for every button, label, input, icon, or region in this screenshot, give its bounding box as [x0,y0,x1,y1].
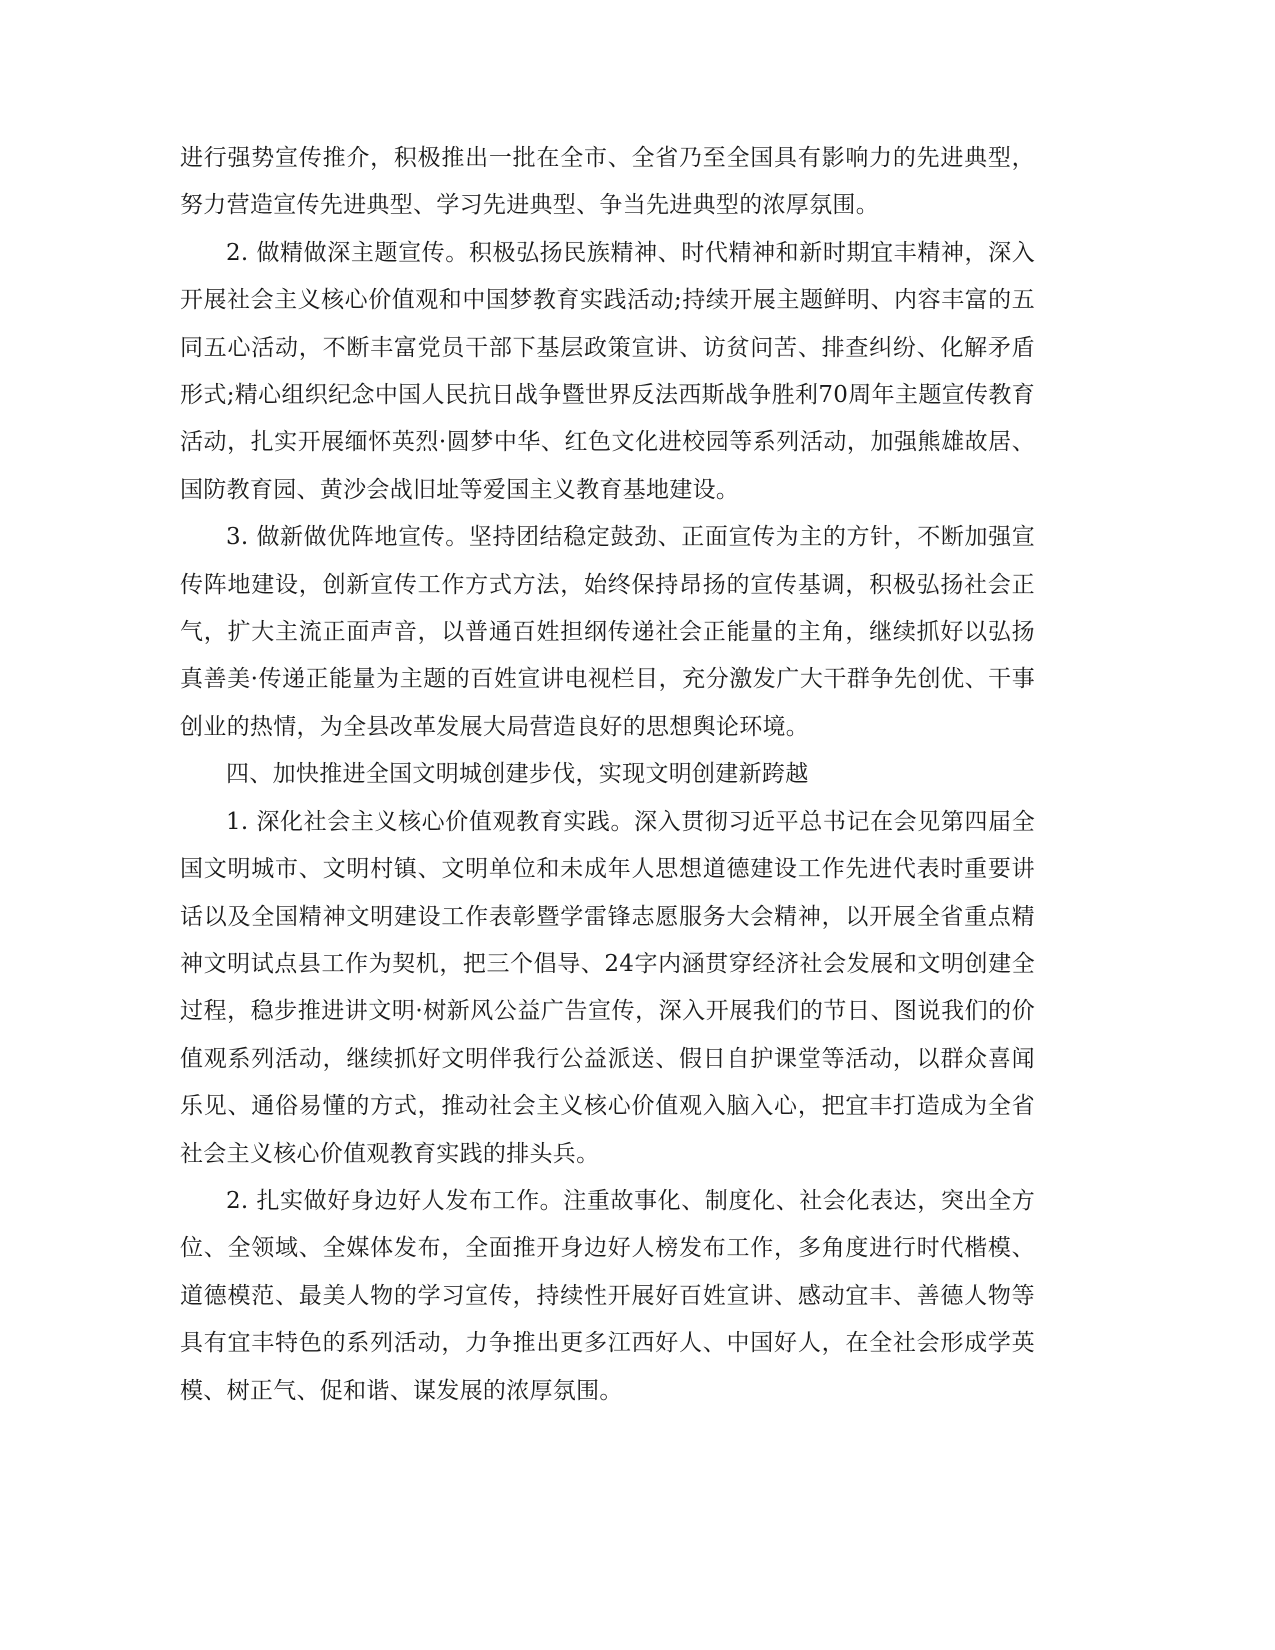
paragraph-good-people: 2. 扎实做好身边好人发布工作。注重故事化、制度化、社会化表达，突出全方位、全领域、全媒体发布，全面推开身边好人榜发布工作，多角度进行时代楷模、道德模范、最美人物的学习宣传，持续性开展好百姓宣讲、感动宜丰、善德人物等具有宜丰特色的系列活动，力争推出更多江西好人、中国好人，在全社会形成学英模、树正气、促和谐、谋发展的浓厚氛围。 [180,1187,1035,1404]
paragraph-core-values: 1. 深化社会主义核心价值观教育实践。深入贯彻习近平总书记在会见第四届全国文明城市、文明村镇、文明单位和未成年人思想道德建设工作先进代表时重要讲话以及全国精神文明建设工作表彰暨学雷锋志愿服务大会精神，以开展全省重点精神文明试点县工作为契机，把三个倡导、24字内涵贯穿经济社会发展和文明创建全过程，稳步推进讲文明·树新风公益广告宣传，深入开展我们的节日、图说我们的价值观系列活动，继续抓好文明伴我行公益派送、假日自护课堂等活动，以群众喜闻乐见、通俗易懂的方式，推动社会主义核心价值观入脑入心，把宜丰打造成为全省社会主义核心价值观教育实践的排头兵。 [180,808,1035,1167]
paragraph-position-publicity: 3. 做新做优阵地宣传。坚持团结稳定鼓劲、正面宣传为主的方针，不断加强宣传阵地建设，创新宣传工作方式方法，始终保持昂扬的宣传基调，积极弘扬社会正气，扩大主流正面声音，以普通百姓担纲传递社会正能量的主角，继续抓好以弘扬真善美·传递正能量为主题的百姓宣讲电视栏目，充分激发广大干群争先创优、干事创业的热情，为全县改革发展大局营造良好的思想舆论环境。 [180,524,1035,740]
paragraph-continued: 进行强势宣传推介，积极推出一批在全市、全省乃至全国具有影响力的先进典型，努力营造宣传先进典型、学习先进典型、争当先进典型的浓厚氛围。 [180,145,1035,219]
paragraph-theme-publicity: 2. 做精做深主题宣传。积极弘扬民族精神、时代精神和新时期宜丰精神，深入开展社会主义核心价值观和中国梦教育实践活动;持续开展主题鲜明、内容丰富的五同五心活动，不断丰富党员干部下基层政策宣讲、访贫问苦、排查纠纷、化解矛盾形式;精心组织纪念中国人民抗日战争暨世界反法西斯战争胜利70周年主题宣传教育活动，扎实开展缅怀英烈·圆梦中华、红色文化进校园等系列活动，加强熊雄故居、国防教育园、黄沙会战旧址等爱国主义教育基地建设。 [180,239,1035,503]
document-body [180,135,1035,1415]
section-heading-four: 四、加快推进全国文明城创建步伐，实现文明创建新跨越 [226,761,809,788]
